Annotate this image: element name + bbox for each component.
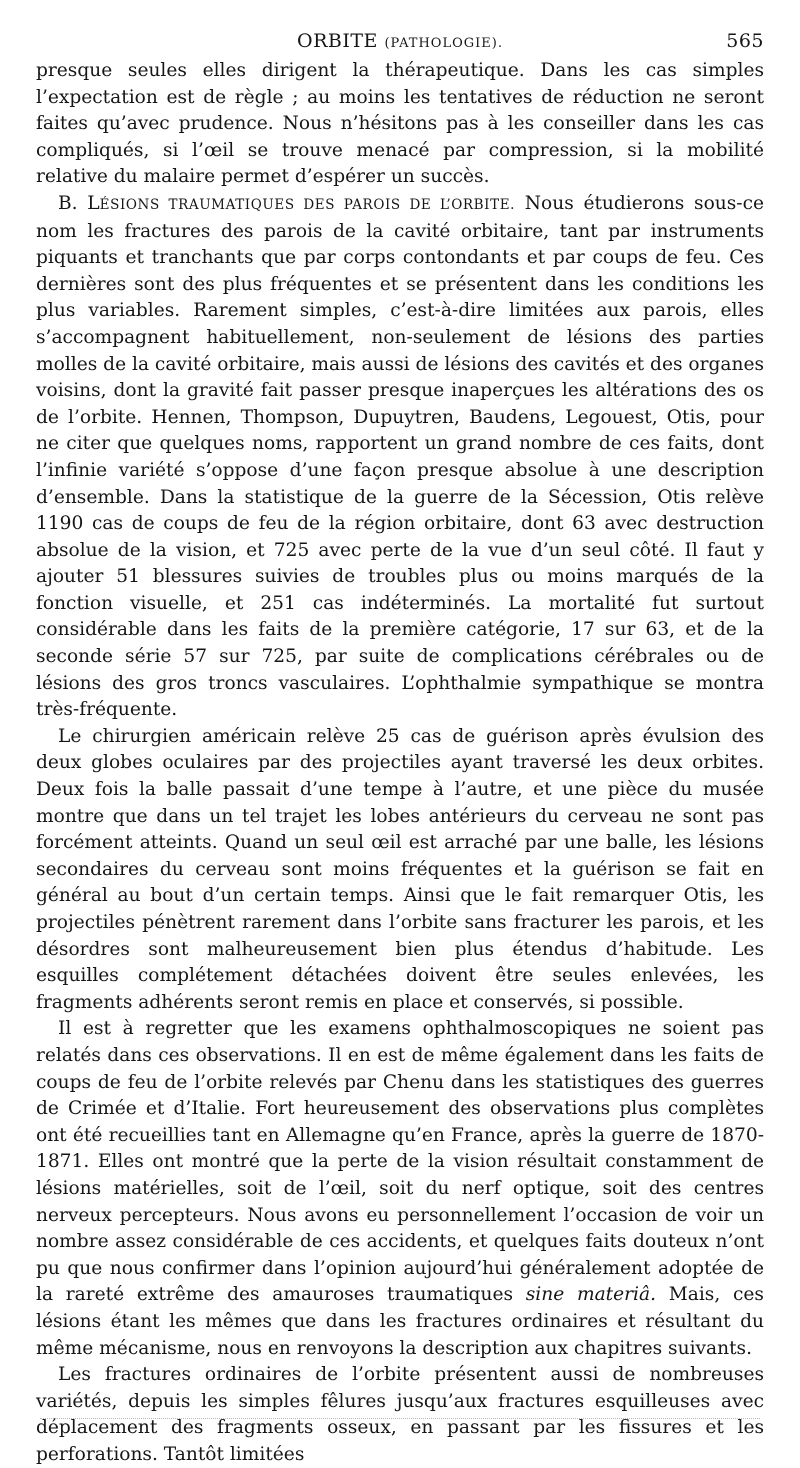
- document-page: [36, 30, 764, 1468]
- paragraph-1: presque seules elles dirigent la thérapeutique. Dans les cas simples l’expectation est de règle ; au moins les tentatives de réduction ne seront faites qu’avec prudence. Nous n’hésitons pas à les conseiller dans les cas compliqués, si l’œil se trouve menacé par compression, si la mobilité relative du malaire permet d’espérer un succès.: [36, 60, 764, 188]
- section-heading-title: ÉSIONS TRAUMATIQUES DES PAROIS DE L’ORBITE.: [99, 196, 516, 213]
- running-title: [36, 30, 764, 52]
- paragraph-4-text: Il est à regretter que les examens ophthalmoscopiques ne soient pas relatés dans ces observations. Il en est de même également dans les faits de coups de feu de l’orbite relevés par Chenu dans les statistiques des guerres de Crimée et d’Italie. Fort heureusement des observations plus complètes ont été recueillies tant en Allemagne qu’en France, après la guerre de 1870-1871. Elles ont montré que la perte de la vision résultait constamment de lésions matérielles, soit de l’œil, soit du nerf optique, soit des centres nerveux percepteurs. Nous avons eu personnellement l’occasion de voir un nombre assez considérable de ces accidents, et quelques faits douteux n’ont pu que nous confirmer dans l’opinion aujourd’hui généralement adoptée de la rareté extrême des amauroses traumatiques: [36, 1018, 764, 1306]
- latin-phrase: sine materiâ.: [525, 1284, 656, 1306]
- paragraph-5: Les fractures ordinaires de l’orbite présentent aussi de nombreuses variétés, depuis les simples fêlures jusqu’aux fractures esquilleuses avec déplacement des fragments osseux, en passant par les fissures et les perforations. Tantôt limitées: [36, 1364, 764, 1465]
- page-number: 565: [726, 30, 764, 52]
- paragraph-2: [36, 191, 764, 724]
- paragraph-4-end: Mais, ces lésions étant les mêmes que dans les fractures ordinaires et résultant du même mécanisme, nous en renvoyons la description aux chapitres suivants.: [36, 1284, 764, 1359]
- paragraph-3: Le chirurgien américain relève 25 cas de guérison après évulsion des deux globes oculaires par des projectiles ayant traversé les deux orbites. Deux fois la balle passait d’une tempe à l’autre, et une pièce du musée montre que dans un tel trajet les lobes antérieurs du cerveau ne sont pas forcément atteints. Quand un seul œil est arraché par une balle, les lésions secondaires du cerveau sont moins fréquentes et la guérison se fait en général au bout d’un certain temps. Ainsi que le fait remarquer Otis, les projectiles pénètrent rarement dans l’orbite sans fracturer les parois, et les désordres sont malheureusement bien plus étendus d’habitude. Les esquilles complétement détachées doivent être seules enlevées, les fragments adhérents seront remis en place et conservés, si possible.: [36, 725, 764, 1013]
- paragraph-4: [36, 1016, 764, 1362]
- section-heading: [58, 193, 515, 214]
- paragraph-2-body: Nous étudierons sous-ce nom les fractures des parois de la cavité orbitaire, tant par instruments piquants et tranchants que par corps contondants et par coups de feu. Ces dernières sont des plus fréquentes et se présentent dans les conditions les plus variables. Rarement simples, c’est-à-dire limitées aux parois, elles s’accompagnent habituellement, non-seulement de lésions des parties molles de la cavité orbitaire, mais aussi de lésions des cavités et des organes voisins, dont la gravité fait passer presque inaperçues les altérations des os de l’orbite. Hennen, Thompson, Dupuytren, Baudens, Legouest, Otis, pour ne citer que quelques noms, rapportent un grand nombre de ces faits, dont l’infinie variété s’oppose d’une façon presque absolue à une description d’ensemble. Dans la statistique de la guerre de la Sécession, Otis relève 1190 cas de coups de feu de la région orbitaire, dont 63 avec destruction absolue de la vision, et 725 avec perte de la vue d’un seul côté. Il faut y ajouter 51 blessures suivies de troubles plus ou moins marqués de la fonction visuelle, et 251 cas indéterminés. La mortalité fut surtout considérable dans les faits de la première catégorie, 17 sur 63, et de la seconde série 57 sur 725, par suite de complications cérébrales ou de lésions des gros troncs vasculaires. L’ophthalmie sympathique se montra très-fréquente.: [36, 192, 764, 721]
- section-label: B.: [58, 192, 78, 214]
- running-header: [36, 30, 764, 58]
- section-heading-initial: L: [87, 192, 100, 214]
- running-title-main: ORBITE: [297, 30, 378, 52]
- running-title-subtitle: (PATHOLOGIE).: [384, 36, 503, 51]
- scan-edge-artifact: [40, 1418, 760, 1421]
